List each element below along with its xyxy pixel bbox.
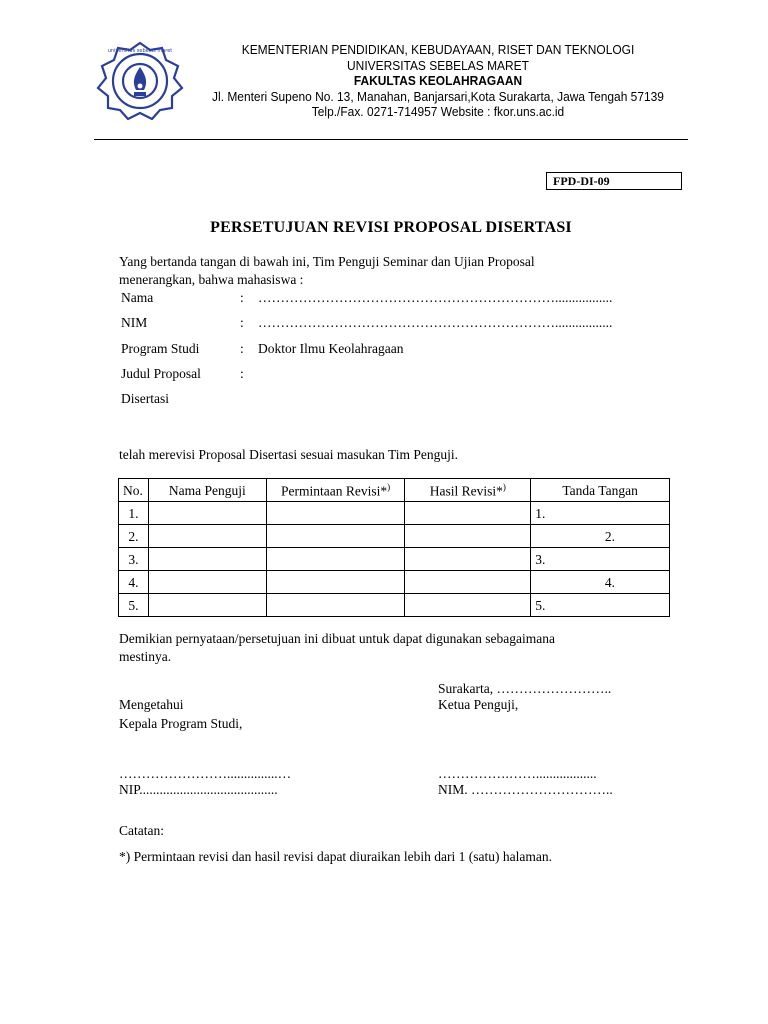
notes-label: Catatan:: [119, 823, 164, 838]
cell-permintaan[interactable]: [266, 571, 405, 594]
table-row: [119, 594, 670, 617]
cell-nama[interactable]: [148, 548, 266, 571]
contact: Telp./Fax. 0271-714957 Website : fkor.uns.ac.id: [311, 104, 565, 119]
nim-field[interactable]: NIM. …………………………..: [438, 782, 613, 797]
nama-value[interactable]: ………………………………………………………….................: [258, 290, 613, 305]
closing-line-1: Demikian pernyataan/persetujuan ini dibuat untuk dapat digunakan sebagaimana: [119, 631, 555, 646]
table-row: [119, 548, 670, 571]
university-logo: [94, 40, 186, 120]
table-row: [119, 571, 670, 594]
kaprodi-label: Kepala Program Studi,: [119, 716, 243, 731]
nim-colon: :: [240, 315, 244, 330]
cell-hasil[interactable]: [405, 548, 531, 571]
intro-line-2: menerangkan, bahwa mahasiswa :: [119, 272, 304, 287]
document-title: PERSETUJUAN REVISI PROPOSAL DISERTASI: [210, 219, 572, 236]
header-nama-penguji: Nama Penguji: [148, 479, 266, 502]
header-no: No.: [119, 479, 149, 502]
header-permintaan-text: Permintaan Revisi*: [281, 483, 388, 498]
row-no: 1.: [119, 502, 149, 525]
nim-label: NIM: [121, 315, 148, 330]
ministry-name: KEMENTERIAN PENDIDIKAN, KEBUDAYAAN, RISET DAN TEKNOLOGI: [241, 42, 635, 57]
mengetahui-label: Mengetahui: [119, 697, 184, 712]
footnote: *) Permintaan revisi dan hasil revisi dapat diuraikan lebih dari 1 (satu) halaman.: [119, 849, 552, 864]
cell-nama[interactable]: [148, 594, 266, 617]
nama-colon: :: [240, 290, 244, 305]
cell-hasil[interactable]: [405, 502, 531, 525]
right-signature-line[interactable]: …………….……..................: [438, 766, 597, 781]
nip-field[interactable]: NIP.........................................: [119, 782, 278, 797]
cell-nama[interactable]: [148, 525, 266, 548]
header-tanda-tangan: Tanda Tangan: [531, 479, 670, 502]
closing-line-2: mestinya.: [119, 649, 172, 664]
revision-table: [118, 478, 670, 617]
footnote-mark: ): [387, 481, 391, 492]
cell-permintaan[interactable]: [266, 502, 405, 525]
table-row: [119, 525, 670, 548]
cell-nama[interactable]: [148, 571, 266, 594]
prodi-label: Program Studi: [121, 341, 200, 356]
cell-hasil[interactable]: [405, 594, 531, 617]
header-hasil-revisi: [405, 479, 531, 502]
nim-value[interactable]: ………………………………………………………….................: [258, 315, 613, 330]
prodi-value: Doktor Ilmu Keolahragaan: [258, 341, 404, 356]
table-row: [119, 502, 670, 525]
cell-signature[interactable]: 3.: [531, 548, 670, 571]
address: Jl. Menteri Supeno No. 13, Manahan, Banjarsari,Kota Surakarta, Jawa Tengah 57139: [212, 88, 664, 104]
place-date[interactable]: Surakarta, ……………………..: [438, 681, 612, 696]
table-header-row: [119, 479, 670, 502]
form-code: FPD-DI-09: [546, 172, 682, 190]
disertasi-label: Disertasi: [121, 391, 169, 406]
row-no: 2.: [119, 525, 149, 548]
row-no: 3.: [119, 548, 149, 571]
cell-permintaan[interactable]: [266, 594, 405, 617]
footnote-mark: ): [502, 481, 506, 492]
header-divider: [94, 139, 688, 140]
judul-label: Judul Proposal: [121, 366, 201, 381]
cell-signature[interactable]: 4.: [531, 571, 670, 594]
faculty-name: FAKULTAS KEOLAHRAGAAN: [353, 73, 523, 88]
header-permintaan-revisi: [266, 479, 405, 502]
cell-signature[interactable]: 1.: [531, 502, 670, 525]
intro-line-1: Yang bertanda tangan di bawah ini, Tim Penguji Seminar dan Ujian Proposal: [119, 254, 535, 269]
university-name: UNIVERSITAS SEBELAS MARET: [347, 57, 529, 73]
cell-nama[interactable]: [148, 502, 266, 525]
cell-permintaan[interactable]: [266, 548, 405, 571]
ketua-penguji-label: Ketua Penguji,: [438, 697, 519, 712]
cell-hasil[interactable]: [405, 525, 531, 548]
cell-permintaan[interactable]: [266, 525, 405, 548]
judul-colon: :: [240, 366, 244, 381]
cell-signature[interactable]: 2.: [531, 525, 670, 548]
logo-text: universitas sebelas maret: [107, 48, 173, 54]
revised-statement: telah merevisi Proposal Disertasi sesuai masukan Tim Penguji.: [119, 447, 458, 462]
row-no: 4.: [119, 571, 149, 594]
letterhead: [208, 42, 668, 120]
row-no: 5.: [119, 594, 149, 617]
left-signature-line[interactable]: ……………………...............…: [119, 766, 292, 781]
nama-label: Nama: [121, 290, 154, 305]
header-hasil-text: Hasil Revisi*: [429, 483, 503, 498]
prodi-colon: :: [240, 341, 244, 356]
cell-hasil[interactable]: [405, 571, 531, 594]
cell-signature[interactable]: 5.: [531, 594, 670, 617]
